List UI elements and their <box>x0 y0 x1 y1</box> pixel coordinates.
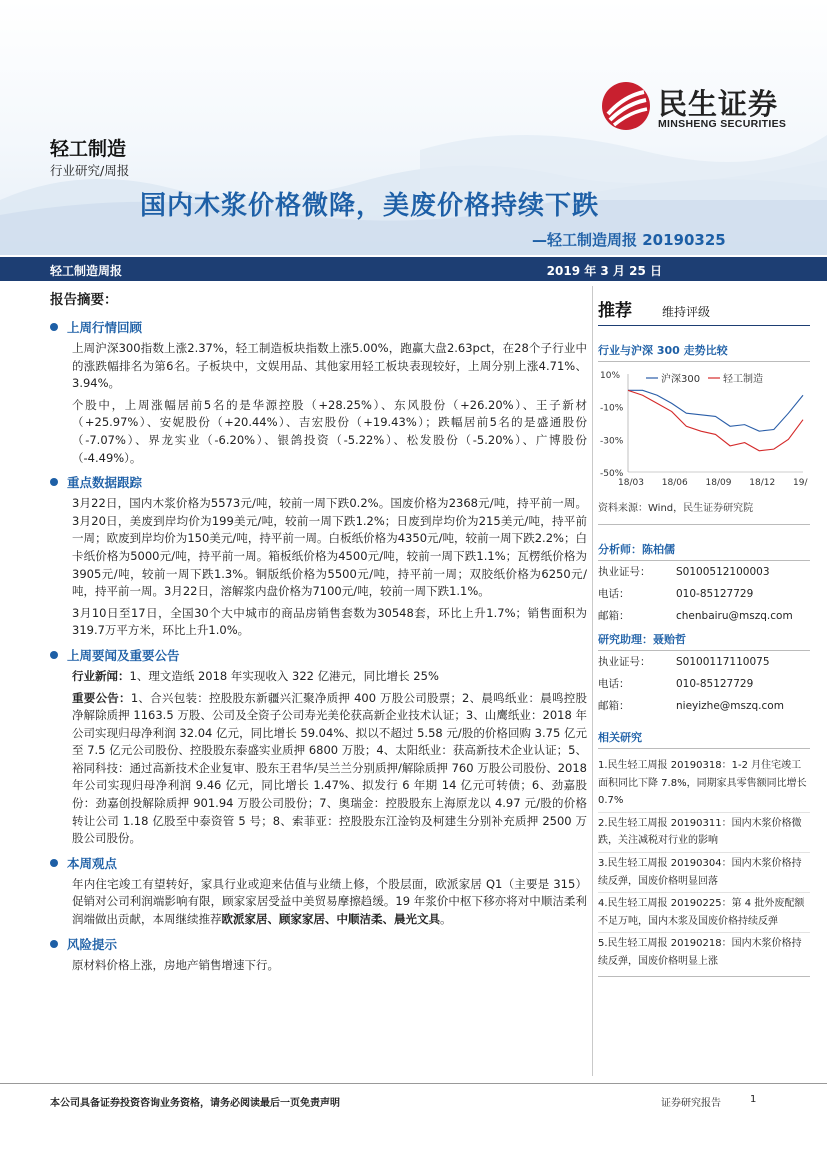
x-tick-label: 18/12 <box>749 478 776 488</box>
related-heading: 相关研究 <box>598 729 810 749</box>
kv-value: S0100512100003 <box>676 566 770 578</box>
notices-text: 1、合兴包装：控股股东新疆兴汇聚净质押 400 万股公司股票；2、晨鸣纸业：晨鸣控股净解除质押 1163.5 万股、公司及全资子公司寿光美伦获高新企业技术认证；3、山鹰纸业：2018 年公司实现归母净利润 32.04 亿元，同比增长 59.04%、拟以不超过 5.58 元/股的价格回购 3.75 亿元至 7.5 亿元公司股份、控股股东泰盛实业质押 6800 万股；4、太阳纸业：获高新技术企业认证；5、裕同科技：通过高新技术企业复审、股东王君华/吴兰兰分别质押/解除质押 760 万股公司股份、2018 年公司实现归母净利润 9.46 亿元，同比增长 1.47%、拟发行 6 年期 14 亿元可转债；6、劲嘉股份：劲嘉创投解除质押 901.94 万股公司股份；7、奥瑞金：控股股东上海原龙以 4.97 元/股的价格转让公司 1.18 亿股至中泰资管 5 号；8、索菲亚：控股股东江淦钧及柯建生分别补充质押 2500 万股公司股份。 <box>72 690 588 846</box>
trend-chart <box>598 364 810 489</box>
price-data-paragraph: 3月22日，国内木浆价格为5573元/吨，较前一周下跌0.2%。国废价格为2368元/吨，持平前一周。3月20日，美废到岸均价为199美元/吨，较前一周下跌1.2%；日废到岸均价为215美元/吨，持平前一周；欧废到岸均价为150美元/吨，持平前一周。白板纸价格为4350元/吨，较前一周下跌2.2%；白卡纸价格为5000元/吨，持平前一周。箱板纸价格为4500元/吨，较前一周下跌1.1%；瓦楞纸价格为3905元/吨，较前一周下跌1.3%。铜版纸价格为5500元/吨，持平前一周；双胶纸价格为6250元/吨，持平前一周。3月22日，溶解浆内盘价格为7100元/吨，较前一周下跌1.1%。 <box>72 496 587 599</box>
x-tick-label: 18/06 <box>661 478 688 488</box>
weekly-view-end: 。 <box>440 912 452 927</box>
bullet-dot-icon <box>50 651 58 659</box>
assistant-email-row <box>598 695 810 717</box>
section-heading-text: 重点数据跟踪 <box>67 475 143 491</box>
assistant-info <box>598 651 810 717</box>
notices-paragraph <box>50 690 587 848</box>
y-tick-label: -50% <box>600 469 624 479</box>
section-heading-news <box>50 646 587 664</box>
related-item[interactable]: 5.民生轻工周报 20190218：国内木浆价格持续反弹，国废价格明显上涨 <box>598 938 802 967</box>
series-line-0 <box>628 390 803 431</box>
notices-label: 重要公告： <box>72 690 131 705</box>
x-tick-label: 19/ <box>793 478 808 488</box>
bar-date: 2019 年 3 月 25 日 <box>546 264 662 278</box>
report-title: 国内木浆价格微降，美废价格持续下跌 <box>140 191 600 221</box>
bullet-dot-icon <box>50 859 58 867</box>
minsheng-logo-icon <box>600 80 652 132</box>
abstract-label: 报告摘要： <box>50 292 118 308</box>
series-line-1 <box>628 390 803 450</box>
kv-key: 邮箱： <box>598 700 630 712</box>
summary-column <box>50 288 587 978</box>
section-heading-text: 本周观点 <box>67 855 118 871</box>
analyst-email-row <box>598 605 810 627</box>
trend-chart-svg <box>598 364 810 489</box>
industry-news-label: 行业新闻： <box>72 668 130 683</box>
legend-label: 沪深300 <box>661 374 701 385</box>
sector-name: 轻工制造 <box>50 138 127 160</box>
market-review-paragraph: 上周沪深300指数上涨2.37%，轻工制造板块指数上涨5.00%，跑赢大盘2.63pct，在28个子行业中的涨跌幅排名为第6名。子板块中，文娱用品、其他家用轻工板块表现较好，上周分别上涨4.71%、3.94%。 <box>72 341 587 391</box>
recommended-stocks: 欧派家居、顾家家居、中顺洁柔、晨光文具 <box>221 912 440 927</box>
section-heading-text: 上周要闻及重要公告 <box>67 647 180 663</box>
x-tick-label: 18/03 <box>618 478 644 488</box>
bar-report-name: 轻工制造周报 <box>50 264 123 278</box>
weekly-view-text: 年内住宅竣工有望转好，家具行业或迎来估值与业绩上修，个股层面，欧派家居 Q1（主要是 315）促销对公司利润端影响有限，顾家家居受益中美贸易摩擦趋缓。19 年浆价中枢下移亦将对中顺洁柔利润端做出贡献，本周继续推荐 <box>72 876 587 927</box>
section-heading-view <box>50 854 587 872</box>
logo-text-cn: 民生证券 <box>658 87 779 121</box>
kv-key: 电话： <box>598 678 630 690</box>
section-heading-text: 风险提示 <box>67 936 118 952</box>
weekly-view-paragraph <box>50 876 587 929</box>
analyst-phone-row <box>598 583 810 605</box>
related-item[interactable]: 4.民生轻工周报 20190225：第 4 批外废配额不足万吨，国内木浆及国废价格持续反弹 <box>598 893 810 933</box>
chart-heading: 行业与沪深 300 走势比较 <box>598 342 810 362</box>
kv-key: 执业证号： <box>598 566 651 578</box>
title-bar <box>0 257 827 281</box>
analyst-license-row <box>598 561 810 583</box>
footer-report-type: 证券研究报告 <box>661 1098 721 1109</box>
analyst-info <box>598 561 810 627</box>
rating-title: 推荐 <box>598 301 632 321</box>
assistant-license-row <box>598 651 810 673</box>
kv-key: 电话： <box>598 588 630 600</box>
rating-row <box>598 296 810 326</box>
kv-value: 010-85127729 <box>676 678 754 690</box>
footer-disclaimer[interactable]: 本公司具备证券投资咨询业务资格，请务必阅读最后一页免责声明 <box>50 1098 340 1109</box>
related-item[interactable]: 1.民生轻工周报 20190318：1-2 月住宅竣工面积同比下降 7.8%，同期家具零售额同比增长 0.7% <box>598 755 810 813</box>
company-logo <box>600 80 795 140</box>
logo-text-en: MINSHENG SECURITIES <box>658 118 787 130</box>
legend-label: 轻工制造 <box>723 374 763 385</box>
kv-value: chenbairu@mszq.com <box>676 610 793 622</box>
kv-value: 010-85127729 <box>676 588 754 600</box>
page-footer <box>0 1083 827 1109</box>
related-item[interactable]: 2.民生轻工周报 20190311：国内木浆价格微跌，关注减税对行业的影响 <box>598 813 810 853</box>
kv-key: 邮箱： <box>598 610 630 622</box>
bullet-dot-icon <box>50 940 58 948</box>
rating-subtitle: 维持评级 <box>662 305 711 319</box>
kv-key: 执业证号： <box>598 656 651 668</box>
document-type: 行业研究/周报 <box>50 163 130 178</box>
x-tick-label: 18/09 <box>705 478 732 488</box>
kv-value: nieyizhe@mszq.com <box>676 700 784 712</box>
related-item[interactable]: 3.民生轻工周报 20190304：国内木浆价格持续反弹，国废价格明显回落 <box>598 853 810 893</box>
stock-movers-paragraph: 个股中，上周涨幅居前5名的是华源控股（+28.25%）、东风股份（+26.20%）、王子新材（+25.97%）、安妮股份（+20.44%）、吉宏股份（+19.43%）；跌幅居前5名的是盛通股份（-7.07%）、界龙实业（-6.20%）、银鸽投资（-5.22%）、松发股份（-5.20%）、广博股份（-4.49%）。 <box>72 397 587 465</box>
analyst-heading: 分析师：陈柏儒 <box>598 541 810 561</box>
section-heading-key-data <box>50 473 587 491</box>
section-heading-market-review <box>50 318 587 336</box>
assistant-phone-row <box>598 673 810 695</box>
industry-news-text: 1、理文造纸 2018 年实现收入 322 亿港元，同比增长 25% <box>129 668 439 683</box>
bullet-dot-icon <box>50 323 58 331</box>
y-tick-label: -30% <box>600 436 624 447</box>
industry-news-paragraph <box>50 668 587 686</box>
report-subtitle: —轻工制造周报 20190325 <box>532 231 726 249</box>
risk-paragraph: 原材料价格上涨，房地产销售增速下行。 <box>72 957 279 972</box>
chart-source: 资料来源：Wind，民生证券研究院 <box>598 499 810 525</box>
related-research-list <box>598 749 810 977</box>
y-tick-label: -10% <box>600 403 624 414</box>
page-number: 1 <box>750 1094 757 1105</box>
housing-data-paragraph: 3月10日至17日，全国30个大中城市的商品房销售套数为30548套，环比上升1.7%；销售面积为319.7万平方米，环比上升1.0%。 <box>72 605 587 638</box>
sidebar-column <box>598 296 810 977</box>
section-heading-text: 上周行情回顾 <box>67 320 143 335</box>
section-heading-risk <box>50 935 587 953</box>
column-divider <box>592 286 593 1076</box>
bullet-dot-icon <box>50 478 58 486</box>
y-tick-label: 10% <box>600 371 621 381</box>
assistant-heading: 研究助理：聂贻哲 <box>598 631 810 651</box>
header-banner <box>0 0 827 255</box>
kv-value: S0100117110075 <box>676 656 770 668</box>
